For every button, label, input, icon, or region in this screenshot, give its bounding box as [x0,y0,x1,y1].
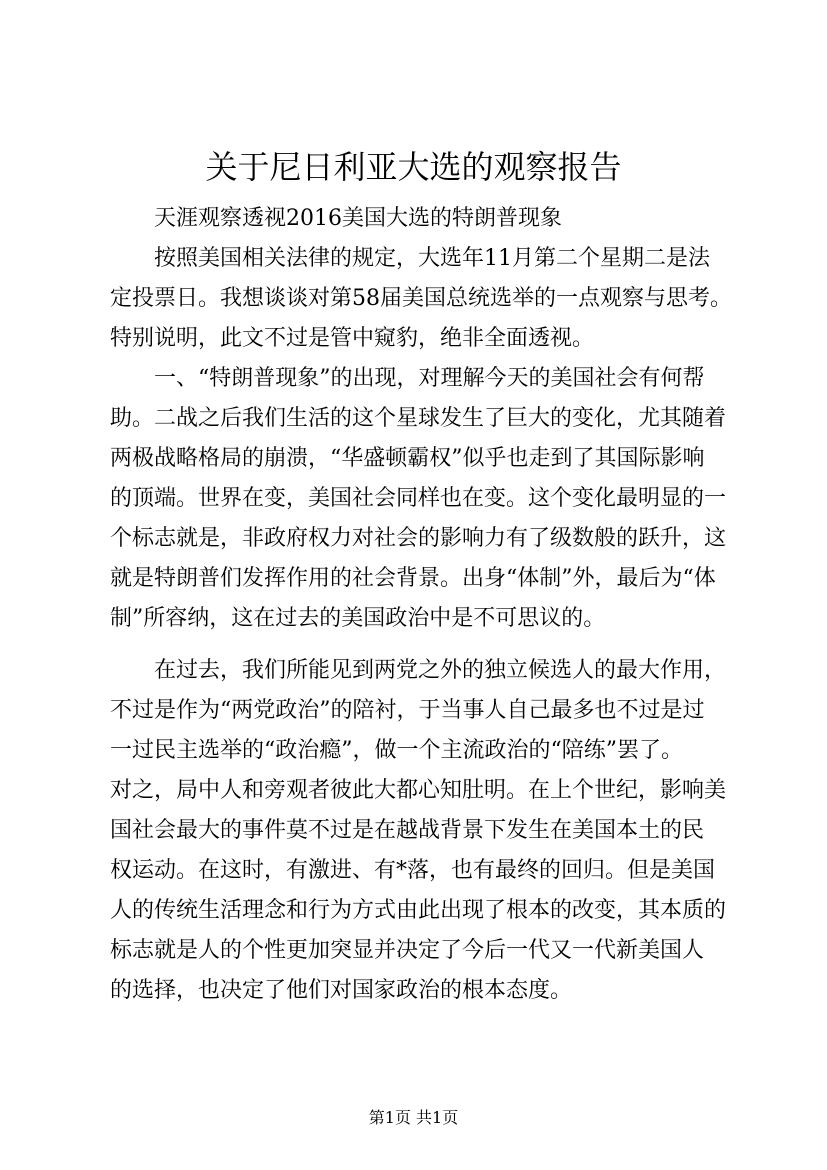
body-line: 对之，局中人和旁观者彼此大都心知肚明。在上个世纪，影响美 [110,778,727,803]
body-line: 的顶端。世界在变，美国社会同样也在变。这个变化最明显的一 [110,486,727,511]
body-line: 国社会最大的事件莫不过是在越战背景下发生在美国本土的民 [110,818,705,843]
body-line: 助。二战之后我们生活的这个星球发生了巨大的变化，尤其随着 [110,406,727,431]
body-line: 在过去，我们所能见到两党之外的独立候选人的最大作用， [154,658,727,683]
body-line: 特别说明，此文不过是管中窥豹，绝非全面透视。 [110,326,595,351]
body-line: 标志就是人的个性更加突显并决定了今后一代又一代新美国人 [110,938,705,963]
page-number-footer: 第1页 共1页 [368,1108,459,1127]
body-line: 一、“特朗普现象”的出现，对理解今天的美国社会有何帮 [154,366,705,391]
body-line: 不过是作为“两党政治”的陪衬，于当事人自己最多也不过是过 [110,698,705,723]
body-line: 一过民主选举的“政治瘾”，做一个主流政治的“陪练”罢了。 [110,738,683,763]
body-line: 就是特朗普们发挥作用的社会背景。出身“体制”外，最后为“体 [110,566,716,591]
body-line: 个标志就是，非政府权力对社会的影响力有了级数般的跃升，这 [110,526,727,551]
body-line: 的选择，也决定了他们对国家政治的根本态度。 [110,978,573,1003]
body-line: 两极战略格局的崩溃，“华盛顿霸权”似乎也走到了其国际影响 [110,446,705,471]
body-line: 制”所容纳，这在过去的美国政治中是不可思议的。 [110,606,606,631]
document-title: 关于尼日利亚大选的观察报告 [205,148,622,186]
body-line: 按照美国相关法律的规定，大选年11月第二个星期二是法 [154,246,710,271]
subtitle-line: 天涯观察透视2016美国大选的特朗普现象 [154,206,562,231]
body-line: 人的传统生活理念和行为方式由此出现了根本的改变，其本质的 [110,898,727,923]
body-line: 权运动。在这时，有激进、有*落，也有最终的回归。但是美国 [110,858,716,883]
body-line: 定投票日。我想谈谈对第58届美国总统选举的一点观察与思考。 [110,286,732,311]
